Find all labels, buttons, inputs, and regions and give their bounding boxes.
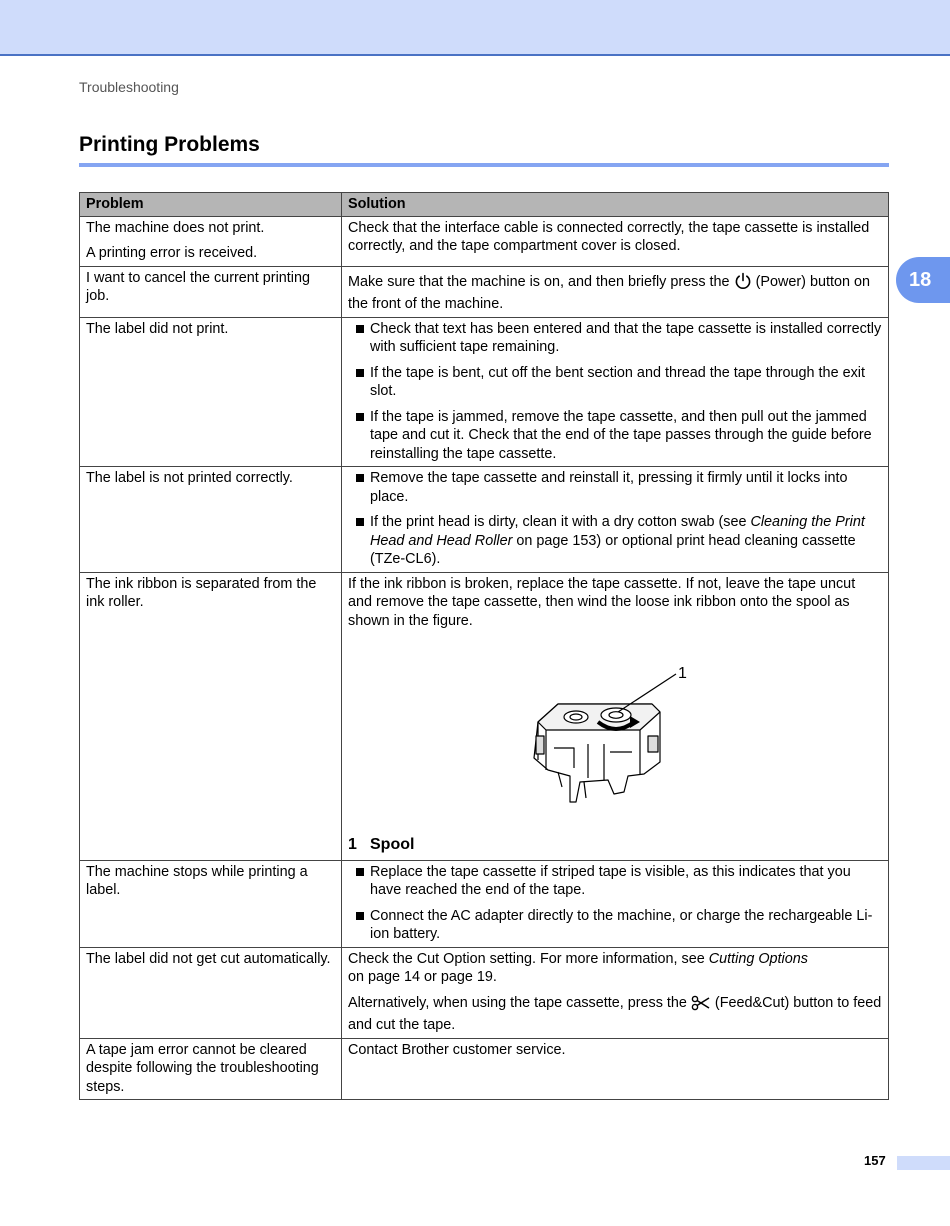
table-row xyxy=(80,860,889,947)
solution-cell xyxy=(342,1038,889,1100)
page-number: 157 xyxy=(864,1153,886,1168)
solution-text: Make sure that the machine is on, and then briefly press the xyxy=(348,273,730,290)
column-header-problem: Problem xyxy=(80,193,342,217)
solution-text: Check that the interface cable is connected correctly, the tape cassette is installed correctly, and the tape compartment cover is closed. xyxy=(348,219,870,254)
callout-number: 1 xyxy=(678,665,687,682)
table-row xyxy=(80,947,889,1038)
solution-text: Contact Brother customer service. xyxy=(348,1041,566,1058)
solution-cell xyxy=(342,860,889,947)
problem-text: A tape jam error cannot be cleared despite following the troubleshooting steps. xyxy=(86,1041,319,1095)
solution-text: (Power) button on the front of the machine. xyxy=(348,273,870,312)
solution-text: (Feed&Cut) button to feed and cut the tape. xyxy=(348,994,882,1033)
solution-cell xyxy=(342,572,889,860)
cross-reference-link[interactable]: Cleaning the Print Head and Head Roller xyxy=(370,514,865,549)
bullet-item: Connect the AC adapter directly to the machine, or charge the rechargeable Li-ion battery. xyxy=(348,907,882,944)
tape-cassette-figure xyxy=(348,652,882,830)
problem-text: The ink ribbon is separated from the ink roller. xyxy=(86,575,317,610)
problem-cell xyxy=(80,860,342,947)
problem-text: The label did not print. xyxy=(86,320,229,337)
chapter-tab: 18 xyxy=(896,257,950,303)
bullet-text: on page 153) or optional print head cleaning cassette (TZe-CL6). xyxy=(370,532,856,567)
solution-cell xyxy=(342,947,889,1038)
top-header-band xyxy=(0,0,950,56)
tape-cassette-illustration xyxy=(534,704,660,802)
table-row xyxy=(80,216,889,266)
solution-text: Check the Cut Option setting. For more information, see xyxy=(348,950,705,967)
problem-text: The label is not printed correctly. xyxy=(86,470,293,486)
running-head: Troubleshooting xyxy=(79,79,179,95)
solution-cell xyxy=(342,216,889,266)
table-row xyxy=(80,467,889,573)
problem-cell xyxy=(80,572,342,860)
bullet-item: Replace the tape cassette if striped tape is visible, as this indicates that you have reached the end of the tape. xyxy=(348,863,882,900)
caption-number: 1 xyxy=(348,836,357,853)
solution-cell xyxy=(342,467,889,573)
bullet-item: Check that text has been entered and that the tape cassette is installed correctly with sufficient tape remaining. xyxy=(348,320,882,357)
bullet-item: Remove the tape cassette and reinstall it, pressing it firmly until it locks into place. xyxy=(348,469,882,506)
problem-cell xyxy=(80,216,342,266)
bullet-item: If the tape is jammed, remove the tape cassette, and then pull out the jammed tape and cut it. Check that the end of the tape passes through the guide before reinstalling the tape cassette. xyxy=(348,408,882,464)
solution-paragraph xyxy=(348,950,882,987)
table-header-row xyxy=(80,193,889,217)
problem-cell xyxy=(80,266,342,317)
problem-cell xyxy=(80,1038,342,1100)
caption-label: Spool xyxy=(370,836,415,853)
problem-text: I want to cancel the current printing job. xyxy=(86,269,310,304)
figure-caption xyxy=(348,836,882,857)
bullet-text: If the print head is dirty, clean it with a dry cotton swab (see xyxy=(370,514,747,530)
problem-text: The machine stops while printing a label. xyxy=(86,863,308,898)
solution-cell xyxy=(342,266,889,317)
solution-paragraph xyxy=(348,994,882,1035)
power-icon xyxy=(734,272,752,296)
troubleshooting-table xyxy=(79,192,889,1100)
solution-text: Alternatively, when using the tape cassette, press the xyxy=(348,994,687,1011)
bullet-item: If the tape is bent, cut off the bent section and thread the tape through the exit slot. xyxy=(348,364,882,401)
cross-reference-link[interactable]: Cutting Options xyxy=(708,950,808,967)
title-rule xyxy=(79,163,889,167)
bullet-item xyxy=(348,513,882,569)
scissors-icon xyxy=(691,995,711,1017)
solution-cell xyxy=(342,317,889,467)
page-title: Printing Problems xyxy=(79,133,260,156)
problem-text: The label did not get cut automatically. xyxy=(86,950,331,967)
table-row xyxy=(80,572,889,860)
footer-band xyxy=(897,1156,950,1170)
solution-text: If the ink ribbon is broken, replace the tape cassette. If not, leave the tape uncut and remove the tape cassette, then wind the loose ink ribbon onto the spool as shown in the figure. xyxy=(348,575,856,629)
problem-text: The machine does not print. xyxy=(86,219,265,236)
problem-cell xyxy=(80,947,342,1038)
solution-text: on page 14 or page 19. xyxy=(348,969,497,985)
table-row xyxy=(80,317,889,467)
problem-cell xyxy=(80,317,342,467)
column-header-solution: Solution xyxy=(342,193,889,217)
table-row xyxy=(80,1038,889,1100)
problem-text: A printing error is received. xyxy=(86,245,258,261)
problem-cell xyxy=(80,467,342,573)
table-row xyxy=(80,266,889,317)
